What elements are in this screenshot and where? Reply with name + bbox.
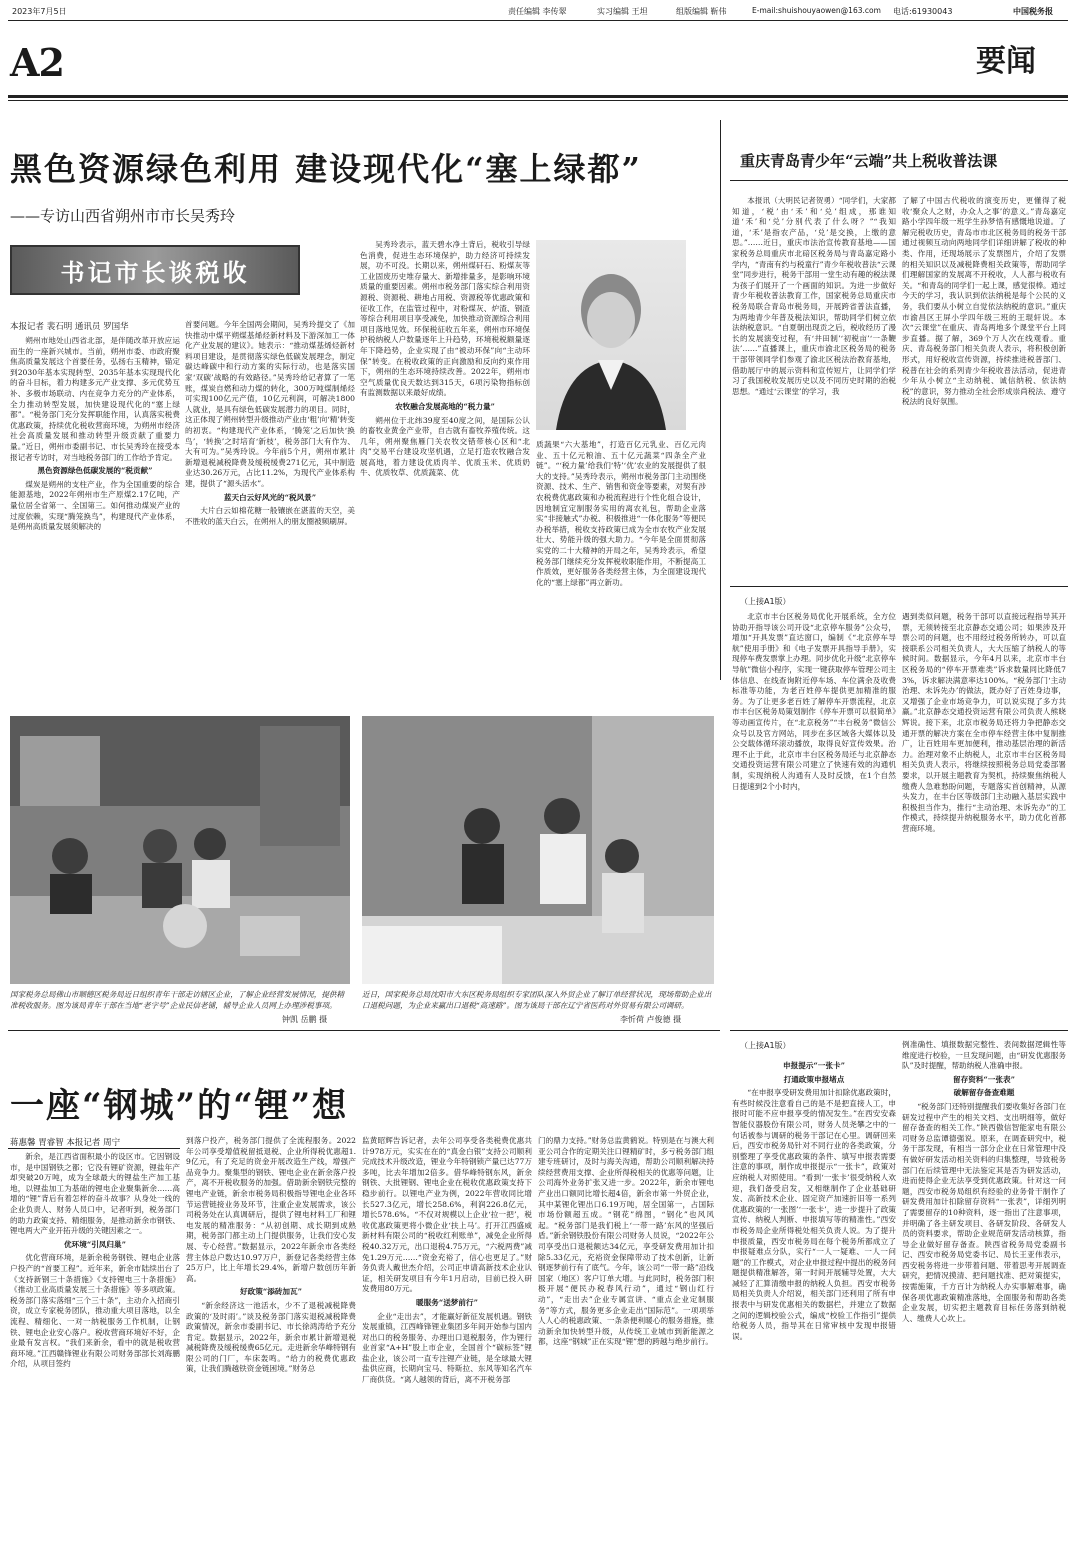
sidebar1-col2-text: 了解了中国古代税收的演变历史，更懂得了税收‘聚众人之财，办众人之事’的意义。”青岛嘉定路小学四年级一班学生孙梦悟有感慨地说道。了解完税收历史，青岛市市北区税务局的税务干部通过视频互动向两地同学们详细讲解了税收的种类、作用，还现场展示了发票图片，介绍了发票的相关知识以及减税降费相关政策等，帮助同学们理解国家的发展离不开税收，人人都与税收有关。“和青岛的同学们一起上课，感觉很棒。通过今天的学习，我认识到依法纳税是每个公民的义务，我们要从小树立自觉依法纳税的意识。”重庆市渝昌区王屏小学四年级三班的王琨轩说。本次“云课堂”在重庆、青岛两地多个课堂平台上同步直播。据了解，369个万人次在线观看。重庆、青岛税务部门相关负责人表示，将积极创新形式，用好税收宣传资源，持续推进税普部门、税普在社会的系列青少年税收普法活动，促进青少年从小树立“主动纳税、诚信纳税、依法纳税”的意识，努力推动全社会形成崇尚税法、遵守税法的良好氛围。	[902, 196, 1066, 407]
jump2-sub2-b: 破解留存备查难题	[953, 1088, 1015, 1098]
photo-right	[362, 716, 714, 984]
jump2-col2-text: 例准确性、填报数据完整性、表间数据逻辑性等维度进行校验，一旦发现问题，由“研发优惠服务队”及时提醒，帮助纳税人准确申报。	[902, 1040, 1066, 1071]
jump2-col1	[732, 1058, 896, 1546]
photo-left-scene	[10, 716, 350, 984]
article2-col1-subhead: 优环境“引凤归巢”	[64, 1239, 126, 1249]
article1-col2	[185, 320, 355, 654]
article1-title: 黑色资源绿色利用 建设现代化“塞上绿都”	[10, 150, 642, 188]
article1-col2-subhead: 蓝天白云好风光的“税风景”	[223, 492, 317, 502]
jump2-sub2-a: 留存资料“一张表”	[953, 1074, 1015, 1084]
article2-col2-text-b: “新余经济这一池活水，少不了退税减税降费政策的‘及时雨’。”谈及税务部门落实退税减税降费政策情况，新余市委副书记、市长徐鸿涛给予充分肯定。数据显示，2022年，新余市累计新增退税减税降费及缓税缓费65亿元。走进新余华峰特钢有限公司的门厂，车床轰鸣。“给力的税费优惠政策，让我们腾越铁资金链困境。”财务总	[186, 1300, 356, 1374]
sidebar1-col1-text: 本报讯（大明民记者贺勇）“同学们，大家都知道，‘税’由‘禾’和‘兑’组成，那谁知道‘禾’和‘兑’分别代表了什么呀？”“我知道，‘禾’是指农产品，‘兑’是交换，上缴的意思。”……近日，重庆市法治宣传教育基地——国家税务总局重庆市北碚区税务局与青岛嘉定路小学内，“青南有约与税童行”青少年税收普法“云课堂”同步进行，税务干部用一堂生动有趣的税法课为孩子们展开了一个画面的知识。为进一步做好青少年税收普法教育工作，国家税务总局重庆市税务局联合青岛市税务局，开展跨省普法直播，为两地青少年普及税法知识，帮助同学们树立依法纳税意识。“自夏朝出现贡之后，税收经历了漫长的发展演变过程，有‘井田制’‘初税亩’‘一条鞭法’……”直播课上，重庆市渝北区税务局的税务干部带领同学们参观了渝北区税法治教育基地，借助展厅中的展示资料和宣传短片，让同学们学习了我国税收发展历史以及不同历史时期的治税思想。“通过‘云课堂’的学习，我	[732, 196, 896, 396]
masthead-paper-name: 中国税务报	[1013, 7, 1053, 16]
article1-col2-text: 首要问题。今年全国两会期间，吴秀玲提交了《加快推动中煤平朔煤基烯烃新材料及下游深加工一体化产业发展的建议》。她表示：“推动煤基烯烃新材料项目建设，是贯彻落实绿色低碳发展理念，制定碳达峰碳中和行动方案的实际行动，也是落实国家‘双碳’战略的有效路径。”吴秀玲给记者算了一笔账，煤炭自燃和动力煤的转化，300万吨煤制烯烃可实现100亿元产值，10亿元利润，可解决1800人就业，是具有绿色低碳发展潜力的项目。同时，这正体现了朔州转型升级推动产业由‘粗’向‘精’转变的初衷。“构建现代产业体系，‘腾笼’之后加快‘换鸟’，‘转换’之时培育‘新枝’，税务部门大有作为、大有可为。”吴秀玲说。今年前5个月，朔州市累计新增退税减税降费及缓税缓费271亿元，其中制造业达30.26万元，占比11.2%，为现代产业体系构建，提供了“源头活水”。	[185, 320, 355, 488]
jump1-label: （上接A1版）	[740, 597, 791, 606]
article2-col3	[362, 1136, 532, 1546]
portrait-photo	[536, 240, 686, 430]
page-code: A2	[10, 40, 64, 85]
article2-col3-subhead: 暖服务“送梦前行”	[416, 1297, 478, 1307]
photo-left	[10, 716, 350, 984]
article2-col4	[538, 1136, 714, 1546]
banner-text: 书记市长谈税收	[60, 258, 250, 287]
masthead-phone: 电话:61930043	[893, 7, 953, 16]
article1-col3-subhead: 农牧融合发展高地的“税力量”	[395, 401, 495, 411]
sidebar1-col2	[902, 196, 1066, 576]
jump1-col1	[732, 612, 896, 1020]
article1-col1	[10, 336, 180, 654]
article1-col4	[536, 440, 706, 654]
jump1-col2	[902, 612, 1066, 1020]
article2-col1-text-b: 优化营商环境，是新余税务钢铁、锂电企业落户投产的“首要工程”。近年来，新余市陆续出台了《支持新钢三十条措施》《支持锂电三十条措施》《推动工业高质量发展三十条措施》等多项政策。税务部门落实落细“三个三十条”，主动介入招商引资，成立专家税务团队，推动重大项目落地，以全流程、精细化、一对一纳税服务工作机制，让钢铁、锂电企业安心落户。税收营商环境好不好，企业最有发言权。“我们来新余，看中的就是税收营商环境。”江西赣锋锂业有限公司财务部部长刘海鹏介绍，从项目签约	[10, 1253, 180, 1369]
masthead-editor: 责任编辑 李传翠	[508, 7, 567, 16]
photo-right-credit: 李忻荷 卢俊德 摄	[620, 1015, 682, 1024]
article1-subtitle: ——专访山西省朔州市市长吴秀玲	[10, 207, 236, 225]
article1-byline: 本报记者 裴石明 通讯员 罗国华	[10, 322, 129, 332]
article2-col2	[186, 1136, 356, 1546]
article1-col4-text: 质蔬果“六大基地”，打造百亿元乳业、百亿元肉业、五十亿元粮油、五十亿元蔬菜“四条全产业链”。“‘税力量’给我们‘特’‘优’农业的发展提供了很大的支持。”吴秀玲表示，朔州市税务部门主动围绕资源、技术、生产、销售和资金等要素，对契有涉农税费优惠政策和办税流程进行个性化组合设计，因地制宜定制服务实用的离农礼包，帮助企业落实“非接触式”办税、积极推进“一体化服务”等便民办税举措，税收支持政策已成为全市农牧产业发展壮大、势能升级的强大助力。“今年是全面贯彻落实党的二十大精神的开局之年，吴秀玲表示，希望税务部门继续充分发挥税收职能作用，不断提高工作质效，更好服务各类经营主体，为全面建设现代化的“塞上绿都”再立新功。	[536, 440, 706, 587]
article1-col1-text: 朔州市地处山西省北部，是伴随改革开放应运而生的一座新兴城市。当前，朔州市委、市政府聚焦高质量发展这个首要任务，弘扬右玉精神，锚定到2030年基本实现转型、2035年基本实现现代化的奋斗目标，着力构建多元产业支撑、多元优势互补、多极市场联动、内在竞争力充分的产业体系，全力推动转型发展，加快建设现代化的“塞上绿都”。“税务部门充分发挥职能作用，认真落实税费优惠政策，持续优化税收营商环境，为朔州市经济社会高质量发展和推动转型升级贡献了重要力量。”近日，朔州市委副书记、市长吴秀玲在接受本报记者专访时，对当地税务部门的工作给予肯定。	[10, 336, 180, 462]
jump2-col1-text: “在申报享受研发费用加计扣除优惠政策时，有些时候没注意看自己的是不是把直接人工，申报时可能不应申报享受的情况发生。”在西安安森智能仪器股份有限公司，财务人员尧攀之中的一句话被参与调研的税务干部记在心里。调研回来后，西安市税务局针对不同行业的各类政策，分别整理了享受优惠政策的条件、填写申报表需要注意的事项，制作成申报提示“一张卡”，政策对应纳税人对照使用。“看到‘一张卡’很受纳税人欢迎，我们备受启发，又相继制作了企业基础研发、高新技术企业、固定资产加速折旧等一系列优惠政策的‘一张图’‘一张卡’，进一步提升了政策宣传、纳税人判断、申报填写等的精准性。”西安市税务局企业所得税处相关负责人说。为了提升申报质量，西安市税务局在每个税务所都成立了申报疑难点分队，实行“一人一疑难、一人一问题”的工作模式，对企业申报过程中提出的税务问题提供精准解答，第一时间开展辅导处置，大大减轻了汇算清缴申报的纳税人负担。西安市税务局相关负责人介绍说，相关部门还利用了所有申报表中与研发优惠相关的数据栏，并建立了数据之间的逻辑校验公式，编成“校验工作指引”提供给税务人员，指导其在日常审核中发现申报错误。	[732, 1088, 896, 1341]
photo-left-credit: 钟凯 岳鹏 摄	[282, 1015, 328, 1024]
article2-col2-text: 到落户投产，税务部门提供了全流程服务。2022年公司享受增值税留抵退税、企业所得税优惠超1.9亿元，有了充足的资金开展改造生产线，增强产品竞争力。聚集型的钢铁、锂电企业在新余落户投产，离不开税收服务的加强。借助新余钢铁完整的锂电产业链，新余市税务局积极指导锂电企业各环节运营链接业务及环节，注重企业发展需求，该公司税务处在认真调研后，提供了锂电材料工厂和锂电发展的精准服务：“从初创期、成长期到成熟期，税务部门都主动上门提供服务，让我们安心发展、专心经营。”数据显示，2022年新余市各类经营主体总户数达10.97万户，新登记各类经营主体25万户，比上年增长29.4%，新增户数创历年新高。	[186, 1136, 356, 1283]
article1-col1-subhead: 黑色资源绿色低碳发展的“税贡献”	[37, 466, 153, 476]
article1-col3	[360, 240, 530, 654]
jump2-label: （上接A1版）	[740, 1041, 791, 1050]
jump2-col2-text-b: “税务部门还特别提醒我们要收集好各部门在研发过程中产生的相关文档、支出明细等，做好留存备查的相关工作。”陕西傲信智能家电有限公司财务总监谭德强说。原来，在调查研究中，税务干部发现，有相当一部分企业在日常管理中没有做好研发活动相关资料的归集整理，导致税务部门在后续管理中无法鉴定其是否为研发活动，进而使得企业无法享受到优惠政策。针对这一问题，西安市税务局组织有经验的业务骨干制作了研发费用加计扣除留存资料“一张表”，详细列明了需要留存的10种资料，逐一指出了注意事项，并明确了各主研发项目、各研发阶段、各研发人员的资料要求，帮助企业规范研发活动核算，指导企业做好留存备查。陕西省税务局党委副书记、西安市税务局党委书记、局长王亚伟表示，西安税务将进一步带着问题、带着思考开展调查研究，把情况摸清、把问题找准、把对策提实，按需施策，千方百计为纳税人办实事解难事，确保各项优惠政策精准落地，全面服务和帮助各类企业发展，切实把主题教育目标任务落到纳税人、缴费人心坎上。	[902, 1101, 1066, 1323]
jump1-col2-text: 遇到类似问题，税务干部可以直接远程指导其开票，无须转接至北京静态交通公司；如果涉及开票公司的问题，也不用经过税务所转办，可以直接联系公司相关负责人，大大压缩了纳税人的等候时间。数据显示，今年4月以来，北京市丰台区税务局的“停车开票难类”诉求数量同比降低73%，诉求解决满意率达100%。“税务部门‘主动治理、未诉先办’的做法，既办好了百姓身边事，又增强了企业市场竞争力，可以说实现了多方共赢。”北京静态交通投资运营有限公司负责人熊晓辉说。接下来，北京市税务局还将力争把静态交通开票的解决方案在全市停车经营主体中复制推广，让百姓用车更加便利，推动基层治理的新活力。治理对象不止纳税人，北京市丰台区税务局相关负责人表示，将继续按照税务总局党委部署要求，以开展主题教育为契机，持续聚焦纳税人缴费人急难愁盼问题，专题落实首创精神，从源头发力，在丰台区等级部门主动融入基层实践中积极担当作为，推行“主动治理、未诉先办”的工作模式，持续提升纳税服务水平，助力优化首都营商环境。	[902, 612, 1066, 833]
article2-title: 一座“钢城”的“锂”想	[10, 1086, 349, 1126]
banner-column-logo	[10, 245, 300, 295]
jump2-col2	[902, 1040, 1066, 1546]
article2-col4-text: 门的鼎力支持。”财务总监黄鹤说。特别是在与澳大利亚公司合作的定期关注口锂精矿时，多亏税务部门组建专班研讨，及时与海关沟通，帮助公司顺利解决持续经营费用支撑、企业所得税相关的优惠等问题，让公司海外业务扩张又进一步。2022年，新余市锂电产业出口额同比增长超4倍，新余市第一外贸企业，其中某锂化锂出口6.19万吨，居全国第一，占国际市场份额超五成。“钢花”绵图，“钢化”也风风起。“税务部门是我们税上‘一带一路’东风的坚强后盾。”新余钢铁股份有限公司财务人员说，“2022年公司享受出口退税额达34亿元，享受研发费用加计扣除5.33亿元，充裕资金保障带动了技术创新，让新钢逐梦前行有了底气。今年，该公司“一带一路”沿线国家（地区）客户订单大增。与此同时，税务部门积极开展“便民办税春风行动”，通过“钢山红行动”，“走出去”企业专属宣讲、“重点企业定制服务”等方式，服务更多企业走出“国际范”。一项项举人人心的税惠政策、一条条便利暖心的服务措施，推动新余加快转型升级，从传统工业城市到新能源之都，这座“钢城”正在实现“锂”想的跨越与绝步前行。	[538, 1136, 714, 1347]
article1-col1-text-b: 煤炭是朔州的支柱产业，作为全国重要的综合能源基地，2022年朔州市生产原煤2.17亿吨，产量位居全省第一、全国第三。如何推动煤炭产业的过度依赖，实现“腾笼换鸟”，构建现代产业体系，是朔州高质量发展须解决的	[10, 479, 180, 532]
sidebar1-col1	[732, 196, 896, 576]
article1-col3-text: 吴秀玲表示，蓝天碧水净土背后，税收引导绿色消费，促进生态环境保护，助力经济可持续发展，功不可没。长期以来，朔州煤矸石、粉煤灰等工业固废历史堆存量大、新增排量多，是影响环境质量的重要因素。朔州市税务部门落实综合利用资源税、资源税、耕地占用税、资源税等优惠政策和征收工作，在监管过程中，对粉煤灰、炉渣、钢渣等综合利用项目享受减免，加快推动资源综合利用项目落地见效。环保税征收五年来，朔州市环境保护税纳税人户数量逐年上升趋势，环境税税额量逐年下降趋势，企业实现了由“被动环保”向“主动环保”转变。在税收政策的正向激励和反向约束作用下，朔州的生态环境持续改善。2022年，朔州市空气质量优良天数达到315天，6项污染物指标创有监测数据以来最好成绩。	[360, 240, 530, 398]
article2-col1	[10, 1152, 180, 1546]
article1-col2-text-b: 大片白云如棉花糖一般镶嵌在湛蓝的天空，美不胜收的蓝天白云，在朔州人的朋友圈被频刷屏。	[185, 506, 355, 526]
article2-byline: 蒋惠馨 胃睿智 本报记者 周宁	[10, 1138, 121, 1148]
article2-col2-subhead: 好政策“添砖加瓦”	[240, 1287, 302, 1297]
article2-col3-text-b: 企业“走出去”，才能赢好新征发展机遇。钢铁发展重镇，江西峰锋锂业集团多年间开始参与国内对出口的税务服务、办理出口退税服务，作为锂行业首家“A+H”股上市企业，全国首个“碳标签”锂盐企业，该公司一直专注锂产业链，是全球最大锂盐供应商，长期向宝马、特斯拉、东风等知名汽车厂商供货。“离人越领的背后，离不开税务部	[362, 1311, 532, 1385]
article1-col3-text-b: 朔州位于北纬39度至40度之间，是国际公认的畜牧业黄金产业带，自古就有畜牧养殖传统。这几年，朔州聚焦雁门关农牧交错带核心区和“北肉”交易平台建设攻坚机遇，立足打造农牧融合发展高地，着力建设优质肉羊、优质玉米、优质奶牛、优质牧草、优质蔬菜、优	[360, 415, 530, 478]
article2-col1-text: 新余，是江西省面积最小的设区市。它因钢设市，是中国钢铁之都；它没有锂矿资源，锂盐年产却突破20万吨，成为全球最大的锂盐生产加工基地，以锂盐加工为基础的锂电企业聚集新余……高增的“锂”背后有着怎样的奋斗故事？从身处一线的企业负责人、财务人员口中，记者听到，税务部门的助力政策支持、精细服务，是推动新余市钢铁、锂电两大产业开拓升级的关键因素之一。	[10, 1152, 180, 1236]
jump2-sub1-a: 申报提示“一张卡”	[783, 1061, 845, 1070]
photo-right-scene	[362, 716, 714, 984]
masthead-email: E-mail:shuishouyaowen@163.com	[752, 6, 881, 15]
article2-col3-text: 监黄昭辉告诉记者，去年公司享受各类税费优惠共计978万元，实实在在的“真金白银”支持公司顺利完成技术升级改造，锂业今年特钢锁产量已达77万多吨，比去年增加2倍多。借华峰特钢东风，新余钢铁、大批锂钢、锂电企业在税收优惠政策支持下稳步前行。以锂电产业为例，2022年营收同比增长527.3亿元，增长258.6%，利润226.8亿元，增长578.6%。“不仅对规模以上企业‘拉一把’，税收优惠政策更将小微企业‘扶上马’。打开江西盛威新材料有限公司的“税收红利账单”，减免企业所得税40.32万元，出口退税4.75万元，“六税两费”减免1.29万元……“资金充裕了，信心也更足了。”财务负责人戴世杰介绍，公司正申请高新技术企业认证，相关研发项目有今年1月启动，目前已投入研发费用80万元。	[362, 1136, 532, 1294]
photo-left-caption: 国家税务总局佛山市顺德区税务局近日组织青年干部走访辖区企业，了解企业经营发展情况，提供精准税收服务。图为该局青年干部在当地“老字号”企业民信老铺，辅导企业人员网上办理涉税事项。	[10, 990, 345, 1010]
jump2-sub1-b: 打通政策申报堵点	[783, 1074, 845, 1084]
photo-right-caption: 近日，国家税务总局沈阳市大东区税务局组织专家团队深入外贸企业了解订单经营状况，现场帮助企业出口退税问题，为企业来赢出口退税“高速路”。图为该局干部在辽宁省医药对外贸易有限公司调研。	[362, 990, 712, 1010]
masthead-date: 2023年7月5日	[12, 7, 67, 16]
section-title: 要闻	[976, 44, 1036, 79]
sidebar1-title: 重庆青岛青少年“云端”共上税收普法课	[740, 152, 998, 170]
portrait-figure	[536, 240, 686, 430]
jump1-col1-text: 北京市丰台区税务局优化开展系统，全方位协助开指导该公司开设“北京停车服务”公众号，增加“开具发票”直达窗口，编制《“北京停车导航”使用手册》和《电子发票开具指导手册》，实现停车费发票掌上办理。同步优化升级“北京停车导航”微信小程序，实现一键获取停车管理公司主体信息、在线查询附近停车场、车位满余及收费标准等功能，为老百姓停车提供更加精准的服务。为了让更多老百姓了解停车开票流程，北京市丰台区税务局策划制作《停车开票可以很简单》等动画宣传片，在“北京税务”“丰台税务”微信公众号以及官方网站，同步在多区域各大媒体以及公交载体循环滚动播放，取得良好宣传效果。治理不止于此，北京市丰台区税务局还与北京静态交通投资运营有限公司建立了快速有效的沟通机制，实现纳税人沟通有人及时反馈，在1个自然日提速到2个小时内，	[732, 612, 896, 791]
masthead-intern-editor: 实习编辑 王坦	[597, 7, 648, 16]
masthead-layout-editor: 组版编辑 靳伟	[676, 7, 727, 16]
